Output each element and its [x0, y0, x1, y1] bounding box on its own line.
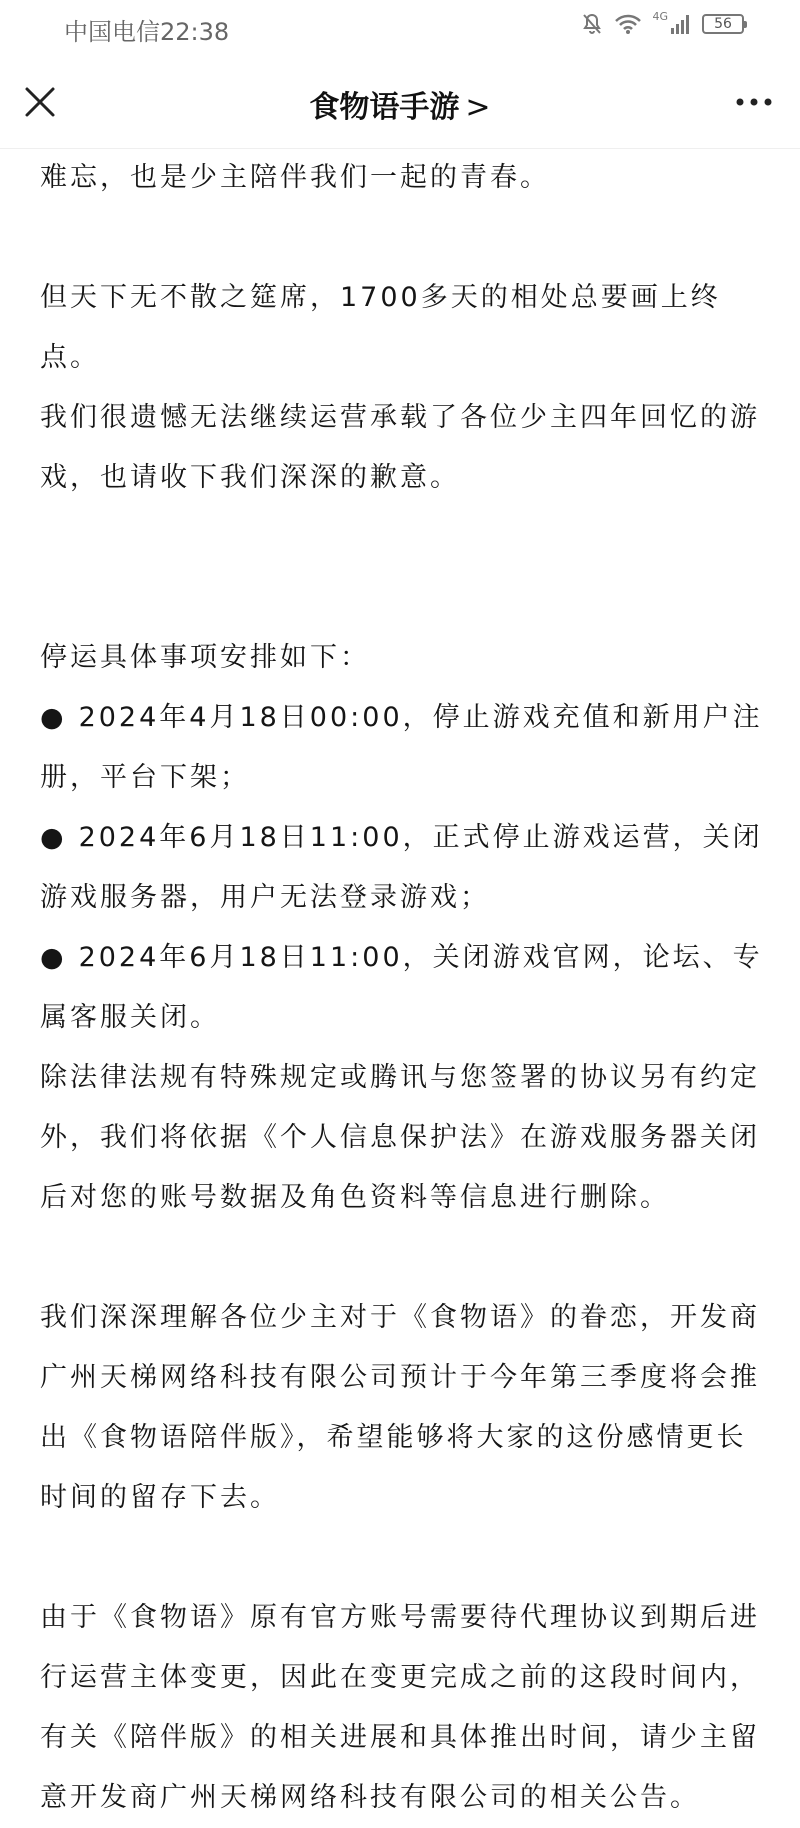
- paragraph: 由于《食物语》原有官方账号需要待代理协议到期后进行运营主体变更，因此在变更完成之前的这段时间内，有关《陪伴版》的相关进展和具体推出时间，请少主留意开发商广州天梯网络科技有限公司的相关公告。: [40, 1602, 760, 1813]
- bullet-item: ● 2024年4月18日00:00，停止游戏充值和新用户注册，平台下架；: [40, 688, 764, 808]
- mute-bell-icon: [580, 12, 604, 36]
- paragraph: 我们深深理解各位少主对于《食物语》的眷恋，开发商广州天梯网络科技有限公司预计于今年第三季度将会推出《食物语陪伴版》，希望能够将大家的这份感情更长时间的留存下去。: [40, 1302, 760, 1513]
- paragraph: 除法律法规有特殊规定或腾讯与您签署的协议另有约定外，我们将依据《个人信息保护法》在游戏服务器关闭后对您的账号数据及角色资料等信息进行删除。: [40, 1062, 760, 1213]
- paragraph: 但天下无不散之筵席，1700多天的相处总要画上终点。: [40, 282, 721, 373]
- more-button[interactable]: [734, 92, 774, 112]
- paragraph: 难忘，也是少主陪伴我们一起的青春。: [40, 162, 550, 193]
- network-type: 4G: [652, 9, 668, 23]
- status-bar: [0, 0, 800, 56]
- more-dots-icon: [734, 92, 774, 112]
- carrier-time: 中国电信22:38: [64, 18, 230, 46]
- battery-icon: 56: [702, 14, 744, 34]
- wifi-icon: [614, 13, 642, 35]
- account-title-link[interactable]: [0, 82, 800, 126]
- bullet-item: ● 2024年6月18日11:00，正式停止游戏运营，关闭游戏服务器，用户无法登录游戏；: [40, 808, 764, 928]
- paragraph: 我们很遗憾无法继续运营承载了各位少主四年回忆的游戏，也请收下我们深深的歉意。: [40, 402, 760, 493]
- bullet-item: ● 2024年6月18日11:00，关闭游戏官网，论坛、专属客服关闭。: [40, 928, 764, 1048]
- nav-bar: [0, 56, 800, 149]
- chevron-right-icon: >: [465, 90, 491, 125]
- article-body: [40, 148, 764, 1828]
- signal-icon: [670, 13, 692, 35]
- paragraph: 停运具体事项安排如下：: [40, 642, 370, 673]
- page-title: 食物语手游: [309, 90, 460, 125]
- status-icons: [580, 9, 744, 36]
